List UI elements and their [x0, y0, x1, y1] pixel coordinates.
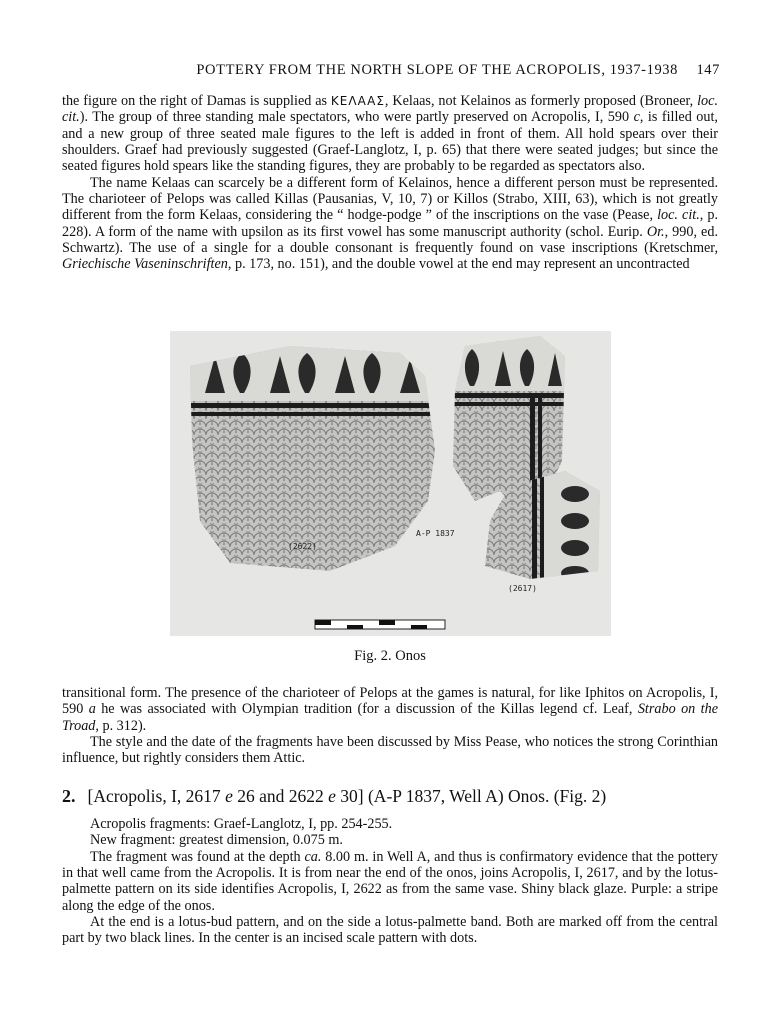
- text-block-middle: [62, 685, 718, 767]
- paragraph-4: The style and the date of the fragments have been discussed by Miss Pease, who notices the strong Corinthian influence, but rightly considers them Attic.: [62, 734, 718, 767]
- greek-inscription: KEΛAAΣ: [330, 94, 385, 108]
- scale-bar: [315, 620, 445, 629]
- paragraph-6: At the end is a lotus-bud pattern, and on the side a lotus-palmette band. Both are marked off from the central part by two black lines. In the center is an incised scale pattern with dots.: [62, 914, 718, 947]
- line-fragments: Acropolis fragments: Graef-Langlotz, I, pp. 254-255.: [90, 816, 393, 832]
- running-title: POTTERY FROM THE NORTH SLOPE OF THE ACROPOLIS, 1937-1938: [196, 62, 678, 78]
- paragraph-3: transitional form. The presence of the charioteer of Pelops at the games is natural, for like Iphitos on Acropolis, I, 590 a he was associated with Olympian tradition (for a discussion of the Killas legend cf. Leaf, Strabo on the Troad, p. 312).: [62, 685, 719, 734]
- label-2622: (2622): [288, 542, 317, 551]
- section-heading: 2. [Acropolis, I, 2617 e 26 and 2622 e 30] (A-P 1837, Well A) Onos. (Fig. 2): [62, 786, 607, 806]
- line-new-fragment: New fragment: greatest dimension, 0.075 m.: [90, 832, 343, 849]
- label-ap1837: A-P 1837: [416, 529, 455, 538]
- figure-caption: Fig. 2. Onos: [354, 648, 426, 664]
- paragraph-5: The fragment was found at the depth ca. 8.00 m. in Well A, and thus is confirmatory evidence that the pottery in that well came from the Acropolis. It is from near the end of the onos, joins Acropolis, I, 2617, and by the lotus-palmette pattern on its side identifies Acropolis, I, 2622 as from the same vase. Shiny black glaze. Purple: a stripe along the edge of the onos.: [62, 848, 718, 914]
- label-2617: (2617): [508, 584, 537, 593]
- text-block-top: [62, 93, 718, 273]
- fragment-2622: [170, 331, 470, 591]
- paragraph-2: The name Kelaas can scarcely be a different form of Kelainos, hence a different person must be represented. The charioteer of Pelops was called Killas (Pausanias, V, 10, 7) or Killos (Strabo, XIII, 63), which is not greatly different from the form Kelaas, considering the “ hodge-podge ” of the inscriptions on the vase (Pease, loc. cit., p. 228). A form of the name with upsilon as its first vowel has some manuscript authority (schol. Eurip. Or., 990, ed. Schwartz). The use of a single for a double consonant is frequently found on vase inscriptions (Kretschmer, Griechische Vaseninschriften, p. 173, no. 151), and the double vowel at the end may represent an uncontracted: [62, 174, 718, 273]
- paragraph-1: the figure on the right of Damas is supplied as KEΛAAΣ, Kelaas, not Kelainos as formerly proposed (Broneer, loc. cit.). The group of three standing male spectators, who were partly preserved on Acropolis, I, 590 c, is filled out, and a new group of three seated male figures to the left is added in front of them. All hold spears over their shoulders. Graef had previously suggested (Graef-Langlotz, I, p. 65) that there were seated judges; but since the seated figures hold spears like the standing figures, they are probably to be regarded as spectators also.: [62, 93, 718, 175]
- figure-photo: [170, 331, 611, 636]
- section-number: 2.: [62, 786, 76, 806]
- text-block-bottom: [62, 816, 718, 947]
- page-number: 147: [696, 62, 720, 78]
- pottery-fragments-image: [170, 331, 611, 636]
